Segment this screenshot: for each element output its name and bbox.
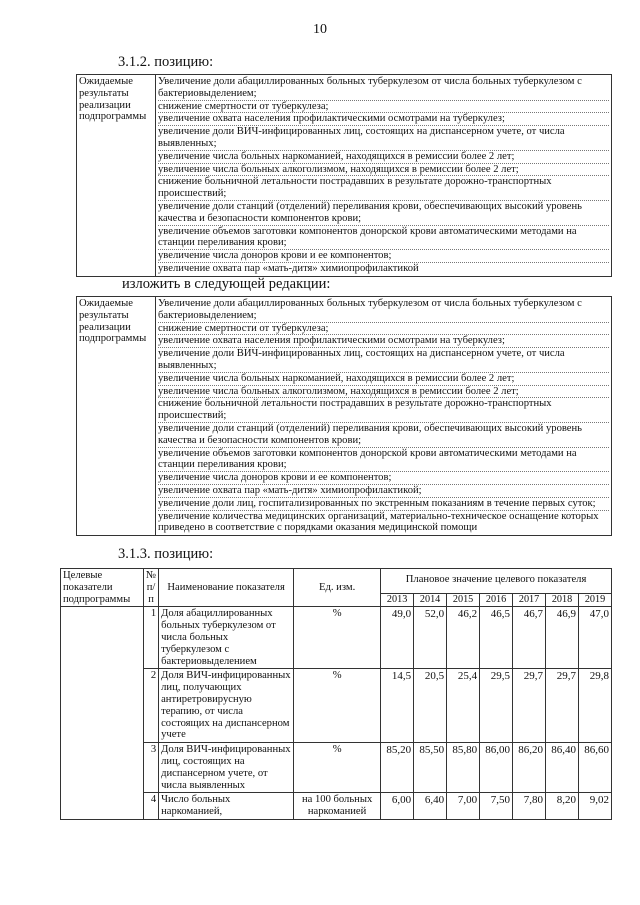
year-header: 2013 <box>381 593 414 607</box>
row-value: 85,80 <box>447 743 480 793</box>
row-unit: на 100 больных наркоманией <box>294 793 381 820</box>
row-value: 6,40 <box>414 793 447 820</box>
year-header: 2014 <box>414 593 447 607</box>
result-item: увеличение доли ВИЧ-инфицированных лиц, состоящих на диспансерном учете, от числа выявленных; <box>158 126 609 151</box>
result-item: увеличение числа больных наркоманией, находящихся в ремиссии более 2 лет; <box>158 373 609 386</box>
row-value: 29,8 <box>579 669 612 743</box>
results-list <box>156 75 612 277</box>
table-row <box>61 669 612 743</box>
row-value: 46,5 <box>480 607 513 669</box>
page-number: 10 <box>313 22 327 37</box>
row-value: 29,7 <box>546 669 579 743</box>
result-item: Увеличение доли абациллированных больных туберкулезом от числа больных туберкулезом с бактериовыделением; <box>158 76 609 101</box>
result-item: увеличение количества медицинских организаций, материально-техническое оснащение которых приведено в соответствие с порядками оказания медицинской помощи <box>158 510 599 534</box>
year-header: 2016 <box>480 593 513 607</box>
result-item: увеличение доли ВИЧ-инфицированных лиц, состоящих на диспансерном учете, от числа выявленных; <box>158 348 609 373</box>
result-item: увеличение доли станций (отделений) переливания крови, обеспечивающих высокий уровень качества и безопасности компонентов крови; <box>158 201 609 226</box>
result-item: снижение больничной летальности пострадавших в результате дорожно-транспортных происшествий; <box>158 176 609 201</box>
section-heading-3-1-2: 3.1.2. позицию: <box>118 54 214 70</box>
row-num: 4 <box>144 793 159 820</box>
table-row <box>61 743 612 793</box>
row-value: 7,50 <box>480 793 513 820</box>
header-num: № п/п <box>144 569 159 607</box>
row-unit: % <box>294 607 381 669</box>
row-value: 20,5 <box>414 669 447 743</box>
results-list <box>156 297 612 536</box>
row-value: 46,9 <box>546 607 579 669</box>
row-value: 86,60 <box>579 743 612 793</box>
row-value: 86,40 <box>546 743 579 793</box>
row-value: 52,0 <box>414 607 447 669</box>
section-heading-3-1-3: 3.1.3. позицию: <box>118 546 214 562</box>
row-unit: % <box>294 669 381 743</box>
row-value: 25,4 <box>447 669 480 743</box>
row-value: 29,7 <box>513 669 546 743</box>
result-item: увеличение объемов заготовки компонентов донорской крови автоматическими методами на станции переливания крови; <box>158 448 609 473</box>
row-value: 47,0 <box>579 607 612 669</box>
indicators-label: Целевые показатели подпрограммы <box>61 569 144 607</box>
header-unit: Ед. изм. <box>294 569 381 607</box>
row-value: 46,7 <box>513 607 546 669</box>
row-value: 7,80 <box>513 793 546 820</box>
row-value: 8,20 <box>546 793 579 820</box>
result-item: увеличение охвата пар «мать-дитя» химиопрофилактикой <box>158 262 419 274</box>
row-unit: % <box>294 743 381 793</box>
result-item: снижение смертности от туберкулеза; <box>158 323 609 336</box>
result-item: увеличение доли лиц, госпитализированных по экстренным показаниям в течение первых суток; <box>158 498 609 511</box>
expected-results-table-new <box>76 296 612 536</box>
result-item: увеличение объемов заготовки компонентов донорской крови автоматическими методами на станции переливания крови; <box>158 226 609 251</box>
row-value: 9,02 <box>579 793 612 820</box>
result-item: увеличение числа больных наркоманией, находящихся в ремиссии более 2 лет; <box>158 151 609 164</box>
label-spacer <box>61 607 144 820</box>
target-indicators-table <box>60 568 612 820</box>
result-item: увеличение охвата населения профилактическими осмотрами на туберкулез; <box>158 335 609 348</box>
section-heading-new-edition: изложить в следующей редакции: <box>122 276 331 292</box>
year-header: 2017 <box>513 593 546 607</box>
row-value: 85,20 <box>381 743 414 793</box>
results-label: Ожидаемые результаты реализации подпрограммы <box>77 297 156 536</box>
result-item: увеличение доли станций (отделений) переливания крови, обеспечивающих высокий уровень качества и безопасности компонентов крови; <box>158 423 609 448</box>
table-row <box>61 793 612 820</box>
row-value: 46,2 <box>447 607 480 669</box>
result-item: увеличение охвата населения профилактическими осмотрами на туберкулез; <box>158 113 609 126</box>
row-value: 49,0 <box>381 607 414 669</box>
result-item: увеличение охвата пар «мать-дитя» химиопрофилактикой; <box>158 485 609 498</box>
row-value: 29,5 <box>480 669 513 743</box>
header-name: Наименование показателя <box>159 569 294 607</box>
row-name: Доля абациллированных больных туберкулезом от числа больных туберкулезом с бактериовыделением <box>159 607 294 669</box>
result-item: снижение больничной летальности пострадавших в результате дорожно-транспортных происшествий; <box>158 398 609 423</box>
result-item: увеличение числа больных алкоголизмом, находящихся в ремиссии более 2 лет; <box>158 164 609 177</box>
expected-results-table-old <box>76 74 612 277</box>
result-item: снижение смертности от туберкулеза; <box>158 101 609 114</box>
result-item: Увеличение доли абациллированных больных туберкулезом от числа больных туберкулезом с бактериовыделением; <box>158 298 609 323</box>
results-label: Ожидаемые результаты реализации подпрограммы <box>77 75 156 277</box>
year-header: 2019 <box>579 593 612 607</box>
row-name: Доля ВИЧ-инфицированных лиц, состоящих на диспансерном учете, от числа выявленных <box>159 743 294 793</box>
year-header: 2018 <box>546 593 579 607</box>
row-value: 85,50 <box>414 743 447 793</box>
result-item: увеличение числа доноров крови и ее компонентов; <box>158 472 609 485</box>
row-num: 3 <box>144 743 159 793</box>
table-row <box>61 607 612 669</box>
year-header: 2015 <box>447 593 480 607</box>
row-value: 86,20 <box>513 743 546 793</box>
row-value: 14,5 <box>381 669 414 743</box>
row-value: 86,00 <box>480 743 513 793</box>
row-value: 6,00 <box>381 793 414 820</box>
header-plan: Плановое значение целевого показателя <box>381 569 612 594</box>
row-value: 7,00 <box>447 793 480 820</box>
result-item: увеличение числа больных алкоголизмом, находящихся в ремиссии более 2 лет; <box>158 386 609 399</box>
result-item: увеличение числа доноров крови и ее компонентов; <box>158 250 609 263</box>
row-name: Доля ВИЧ-инфицированных лиц, получающих антиретровирусную терапию, от числа состоящих на диспансерном учете <box>159 669 294 743</box>
row-num: 1 <box>144 607 159 669</box>
row-name: Число больных наркоманией, <box>159 793 294 820</box>
row-num: 2 <box>144 669 159 743</box>
